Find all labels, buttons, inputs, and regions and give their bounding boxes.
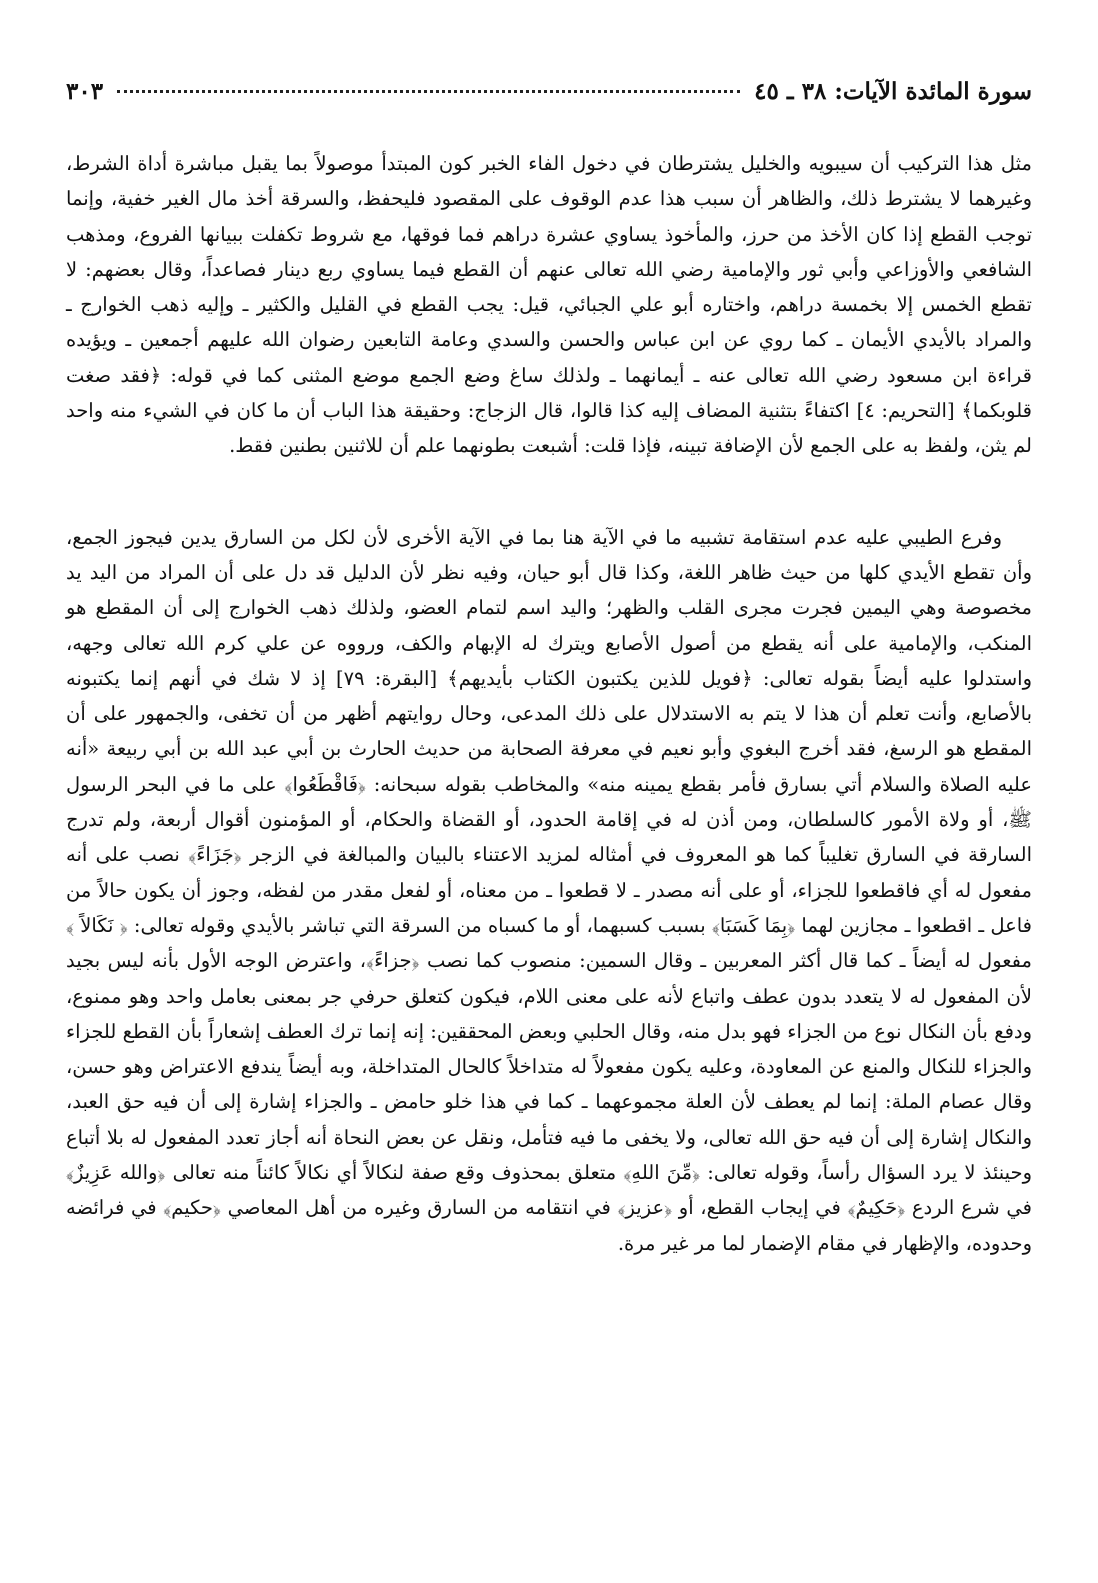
chapter-heading: سورة المائدة الآيات: ٣٨ ـ ٤٥ <box>754 78 1032 105</box>
paragraph-2: وفرع الطيبي عليه عدم استقامة تشبيه ما في الآية هنا بما في الآية الأخرى لأن لكل من السارق يدين فيجوز الجمع، وأن تقطع الأيدي كلها من حيث ظاهر اللغة، وكذا قال أبو حيان، وفيه نظر لأن الدليل قد دل على أن المراد من اليد يد مخصوصة وهي اليمين فجرت مجرى القلب والظهر؛ واليد اسم لتمام العضو، ولذلك ذهب الخوارج إلى أن المقطع هو المنكب، والإمامية على أنه يقطع من أصول الأصابع ويترك له الإبهام والكف، ورووه عن علي كرم الله تعالى وجهه، واستدلوا عليه أيضاً بقوله تعالى: ﴿فويل للذين يكتبون الكتاب بأيديهم﴾ [البقرة: ٧٩] إذ لا شك في أنهم إنما يكتبونه بالأصابع، وأنت تعلم أن هذا لا يتم به الاستدلال على ذلك المدعى، وحال روايتهم أظهر من أن تخفى، والجمهور على أن المقطع هو الرسغ، فقد أخرج البغوي وأبو نعيم في معرفة الصحابة من حديث الحارث بن أبي عبد الله بن أبي ربيعة «أنه عليه الصلاة والسلام أتي بسارق فأمر بقطع يمينه منه» والمخاطب بقوله سبحانه: ﴿فَاقْطَعُوا﴾ على ما في البحر الرسول ﷺ، أو ولاة الأمور كالسلطان، ومن أذن له في إقامة الحدود، أو القضاة والحكام، أو المؤمنون أقوال أربعة، ولم تدرج السارقة في السارق تغليباً كما هو المعروف في أمثاله لمزيد الاعتناء بالبيان والمبالغة في الزجر ﴿جَزَاءً﴾ نصب على أنه مفعول له أي فاقطعوا للجزاء، أو على أنه مصدر ـ لا قطعوا ـ من معناه، أو لفعل مقدر من لفظه، وجوز أن يكون حالاً من فاعل ـ اقطعوا ـ مجازين لهما ﴿بِمَا كَسَبَا﴾ بسبب كسبهما، أو ما كسباه من السرقة التي تباشر بالأيدي وقوله تعالى: ﴿ نَكَالاً ﴾ مفعول له أيضاً ـ كما قال أكثر المعربين ـ وقال السمين: منصوب كما نصب ﴿جزاءً﴾، واعترض الوجه الأول بأنه ليس بجيد لأن المفعول له لا يتعدد بدون عطف واتباع لأنه على معنى اللام، فيكون كتعلق حرفي جر بمعنى بعامل واحد وهو ممنوع، ودفع بأن النكال نوع من الجزاء فهو بدل منه، وقال الحلبي وبعض المحققين: إنه إنما ترك العطف إشعاراً بأن القطع للجزاء والجزاء للنكال والمنع عن المعاودة، وعليه يكون مفعولاً له متداخلاً كالحال المتداخلة، وبه أيضاً يندفع الاعتراض وهو حسن، وقال عصام الملة: إنما لم يعطف لأن العلة مجموعهما ـ كما في هذا خلو حامض ـ والجزاء إشارة إلى أن فيه حق العبد، والنكال إشارة إلى أن فيه حق الله تعالى، ولا يخفى ما فيه فتأمل، ونقل عن بعض النحاة أنه أجاز تعدد المفعول له بلا أتباع وحينئذ لا يرد السؤال رأساً، وقوله تعالى: ﴿مِّنَ اللهِ﴾ متعلق بمحذوف وقع صفة لنكالاً أي نكالاً كائناً منه تعالى ﴿والله عَزِيزٌ﴾ في شرع الردع ﴿حَكِيمٌ﴾ في إيجاب القطع، أو ﴿عزيز﴾ في انتقامه من السارق وغيره من أهل المعاصي ﴿حكيم﴾ في فرائضه وحدوده، والإظهار في مقام الإضمار لما مر غير مرة. <box>66 525 1032 1255</box>
dotted-leader <box>117 90 740 93</box>
paragraph-1: مثل هذا التركيب أن سيبويه والخليل يشترطان في دخول الفاء الخبر كون المبتدأ موصولاً بما يقبل مباشرة أداة الشرط، وغيرهما لا يشترط ذلك، والظاهر أن سبب هذا عدم الوقوف على المقصود فليحفظ، والسرقة أخذ مال الغير خفية، وإنما توجب القطع إذا كان الأخذ من حرز، والمأخوذ يساوي عشرة دراهم فما فوقها، مع شروط تكفلت ببيانها الفروع، ومذهب الشافعي والأوزاعي وأبي ثور والإمامية رضي الله تعالى عنهم أن القطع فيما يساوي ربع دينار فصاعداً، وقال بعضهم: لا تقطع الخمس إلا بخمسة دراهم، واختاره أبو علي الجبائي، قيل: يجب القطع في القليل والكثير ـ وإليه ذهب الخوارج ـ والمراد بالأيدي الأيمان ـ كما روي عن ابن عباس والحسن والسدي وعامة التابعين رضوان الله عليهم أجمعين ـ ويؤيده قراءة ابن مسعود رضي الله تعالى عنه ـ أيمانهما ـ ولذلك ساغ وضع الجمع موضع المثنى كما في قوله: ﴿فقد صغت قلوبكما﴾ [التحريم: ٤] اكتفاءً بتثنية المضاف إليه كذا قالوا، قال الزجاج: وحقيقة هذا الباب أن ما كان في الشيء منه واحد لم يثن، ولفظ به على الجمع لأن الإضافة تبينه، فإذا قلت: أشبعت بطونهما علم أن للاثنين بطنين فقط. <box>66 152 1033 458</box>
running-header <box>66 78 1032 122</box>
book-page <box>66 78 1032 1261</box>
page-number: ٣٠٣ <box>66 78 104 105</box>
